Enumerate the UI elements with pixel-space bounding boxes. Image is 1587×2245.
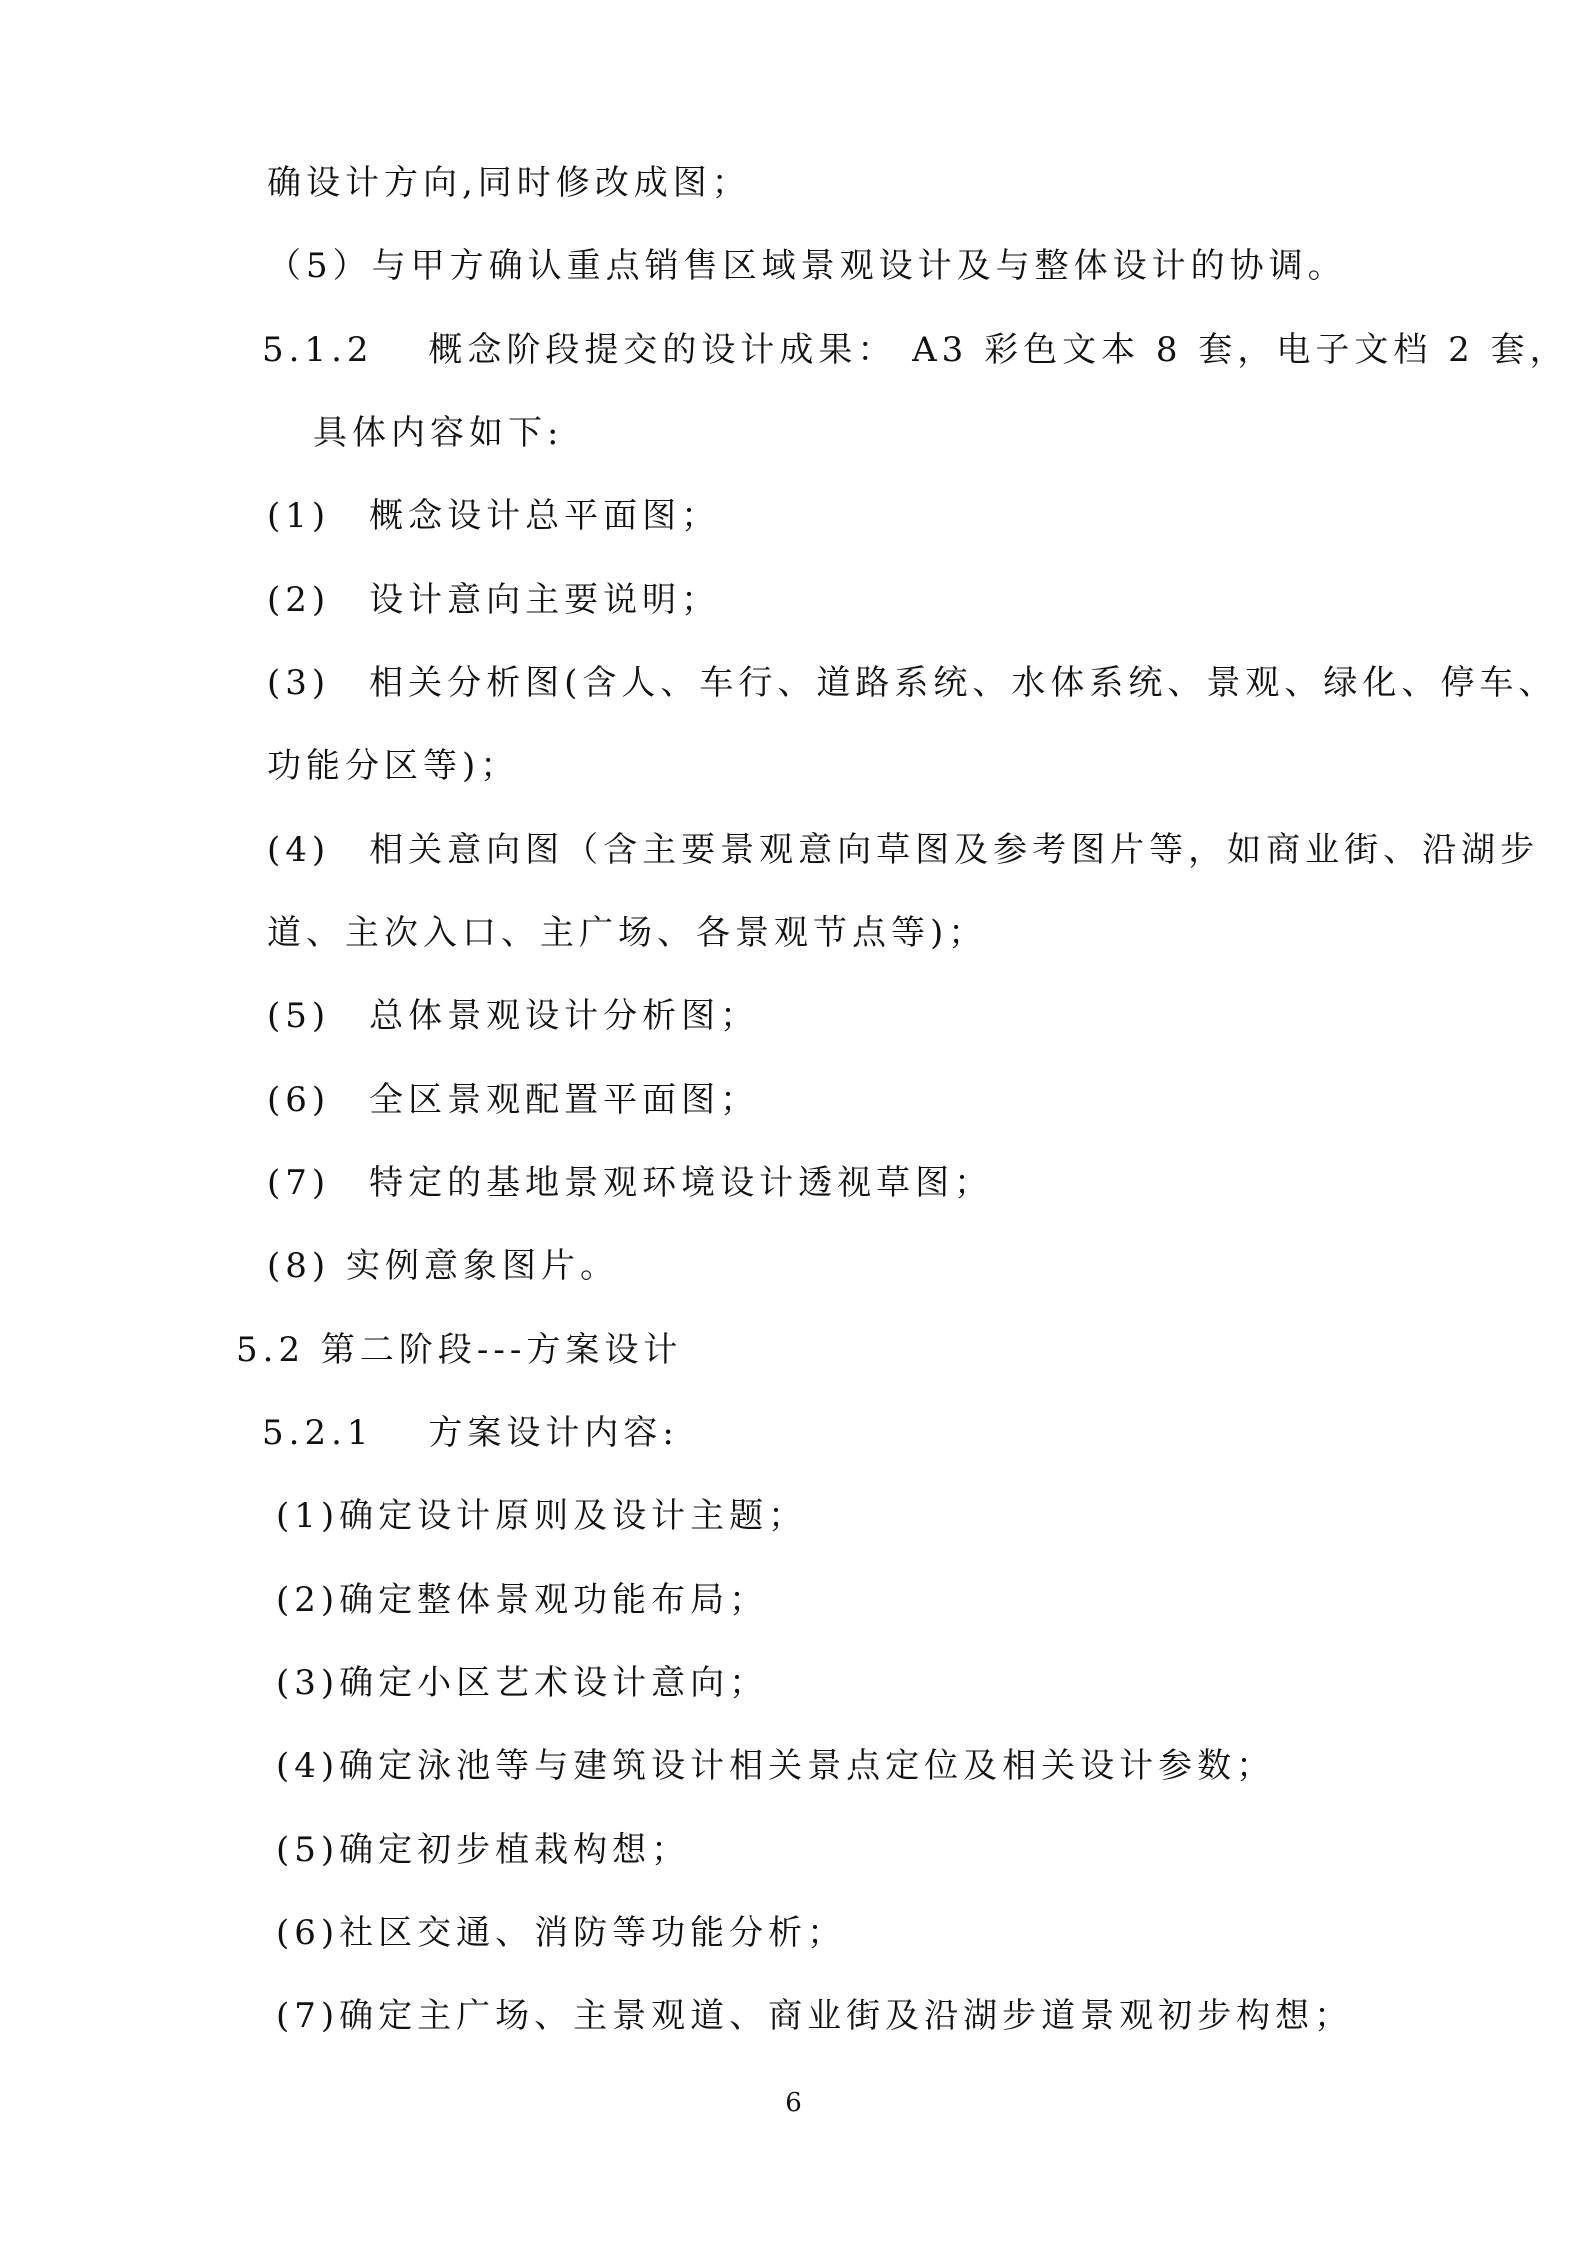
text-line-19: (3)确定小区艺术设计意向； (276, 1663, 769, 1703)
text-line-11: (5) 总体景观设计分析图； (267, 996, 760, 1036)
text-line-10: 道、主次入口、主广场、各景观节点等)； (267, 913, 988, 953)
text-line-7: (3) 相关分析图(含人、车行、道路系统、水体系统、景观、绿化、停车、 (267, 663, 1558, 703)
text-line-22: (6)社区交通、消防等功能分析； (276, 1913, 847, 1953)
subsection-heading-5-2-1: 5.2.1 方案设计内容: (262, 1413, 679, 1453)
text-line-17: (1)确定设计原则及设计主题； (276, 1496, 808, 1536)
text-line-5: (1) 概念设计总平面图； (267, 496, 721, 536)
text-line-14: (8) 实例意象图片。 (267, 1246, 619, 1286)
text-line-4: 具体内容如下: (313, 413, 564, 453)
text-line-23: (7)确定主广场、主景观道、商业街及沿湖步道景观初步构想； (276, 1996, 1354, 2036)
text-line-8: 功能分区等)； (267, 746, 520, 786)
text-line-21: (5)确定初步植栽构想； (276, 1830, 691, 1870)
text-line-12: (6) 全区景观配置平面图； (267, 1080, 760, 1120)
text-line-20: (4)确定泳池等与建筑设计相关景点定位及相关设计参数； (276, 1746, 1276, 1786)
section-heading-5-2: 5.2 第二阶段---方案设计 (236, 1330, 683, 1370)
page-number: 6 (785, 2088, 802, 2118)
text-line-6: (2) 设计意向主要说明； (267, 580, 721, 620)
text-line-3: 5.1.2 概念阶段提交的设计成果： A3 彩色文本 8 套，电子文档 2 套， (262, 330, 1569, 370)
text-line-9: (4) 相关意向图（含主要景观意向草图及参考图片等，如商业街、沿湖步 (267, 830, 1540, 870)
text-line-13: (7) 特定的基地景观环境设计透视草图； (267, 1163, 994, 1203)
text-line-1: 确设计方向,同时修改成图； (267, 163, 751, 203)
text-line-18: (2)确定整体景观功能布局； (276, 1580, 769, 1620)
text-line-2: （5）与甲方确认重点销售区域景观设计及与整体设计的协调。 (267, 246, 1347, 286)
